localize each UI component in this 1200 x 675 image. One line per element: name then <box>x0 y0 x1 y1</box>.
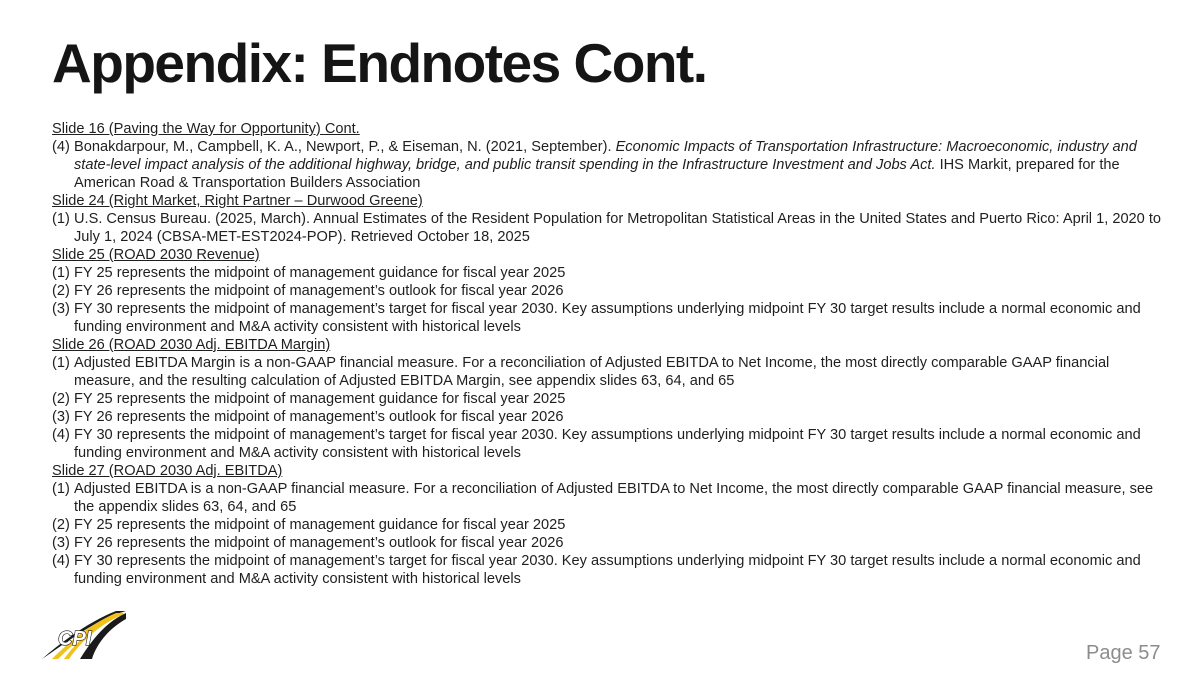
endnote-text-title: Economic Impacts of Transportation Infrastructure: Macroeconomic, industry and state-level impact analysis of the additional highway, bridge, and public transit spending in the Infrastructure Investment and Jobs Act. <box>74 139 1137 173</box>
section-header: Slide 27 (ROAD 2030 Adj. EBITDA) <box>52 463 283 479</box>
endnote-number: (3) <box>52 301 70 317</box>
endnote-text-main: Bonakdarpour, M., Campbell, K. A., Newport, P., & Eiseman, N. (2021, September). <box>74 139 616 155</box>
endnote-text <box>74 427 1141 461</box>
endnote-text <box>74 211 1161 245</box>
endnote-item <box>52 480 1162 516</box>
endnote-text-main: FY 26 represents the midpoint of management’s outlook for fiscal year 2026 <box>74 409 564 425</box>
page-title: Appendix: Endnotes Cont. <box>52 32 707 94</box>
endnote-number: (4) <box>52 427 70 443</box>
section-header: Slide 24 (Right Market, Right Partner – Durwood Greene) <box>52 193 423 209</box>
endnote-item <box>52 552 1162 588</box>
endnote-text <box>74 517 565 533</box>
endnote-text <box>74 481 1153 515</box>
endnote-item <box>52 516 1162 534</box>
endnote-item <box>52 426 1162 462</box>
endnote-number: (3) <box>52 535 70 551</box>
endnote-text-main: FY 26 represents the midpoint of management’s outlook for fiscal year 2026 <box>74 283 564 299</box>
endnote-number: (1) <box>52 355 70 371</box>
endnote-text <box>74 391 565 407</box>
endnote-text-main: U.S. Census Bureau. (2025, March). Annual Estimates of the Resident Population for Metropolitan Statistical Areas in the United States and Puerto Rico: April 1, 2020 to July 1, 2024 (CBSA-MET-EST2024-POP). Retrieved October 18, 2025 <box>74 211 1162 245</box>
endnote-item <box>52 390 1162 408</box>
endnote-text-main: FY 30 represents the midpoint of management’s target for fiscal year 2030. Key assumptions underlying midpoint FY 30 target results include a normal economic and funding environment and M&A activity consistent with historical levels <box>74 553 1141 587</box>
endnote-number: (3) <box>52 409 70 425</box>
endnote-number: (1) <box>52 481 70 497</box>
endnote-number: (1) <box>52 265 70 281</box>
page-number: Page 57 <box>1086 642 1161 664</box>
endnote-text <box>74 409 563 425</box>
cpi-logo <box>42 609 126 661</box>
endnote-item <box>52 408 1162 426</box>
endnote-text-suffix: IHS Markit, prepared for the American Road & Transportation Builders Association <box>74 157 1120 191</box>
cpi-road-logo-icon <box>42 609 126 661</box>
endnote-text-main: FY 30 represents the midpoint of management’s target for fiscal year 2030. Key assumptions underlying midpoint FY 30 target results include a normal economic and funding environment and M&A activity consistent with historical levels <box>74 301 1141 335</box>
endnote-item <box>52 210 1162 246</box>
endnote-text <box>74 283 563 299</box>
section-header: Slide 16 (Paving the Way for Opportunity) Cont. <box>52 121 360 137</box>
endnote-number: (4) <box>52 553 70 569</box>
endnote-text <box>74 553 1141 587</box>
endnote-number: (1) <box>52 211 70 227</box>
endnote-number: (4) <box>52 139 70 155</box>
section-header: Slide 26 (ROAD 2030 Adj. EBITDA Margin) <box>52 337 331 353</box>
endnote-text-main: FY 30 represents the midpoint of management’s target for fiscal year 2030. Key assumptions underlying midpoint FY 30 target results include a normal economic and funding environment and M&A activity consistent with historical levels <box>74 427 1141 461</box>
endnote-item <box>52 282 1162 300</box>
endnote-text-main: Adjusted EBITDA is a non-GAAP financial measure. For a reconciliation of Adjusted EBITDA to Net Income, the most directly comparable GAAP financial measure, see the appendix slides 63, 64, and 65 <box>74 481 1154 515</box>
endnote-text-main: FY 25 represents the midpoint of management guidance for fiscal year 2025 <box>74 265 566 281</box>
endnote-item <box>52 138 1162 192</box>
endnote-text <box>74 301 1141 335</box>
endnotes <box>52 120 1162 588</box>
endnote-number: (2) <box>52 517 70 533</box>
endnote-text-main: FY 25 represents the midpoint of management guidance for fiscal year 2025 <box>74 391 566 407</box>
endnote-number: (2) <box>52 283 70 299</box>
endnote-item <box>52 354 1162 390</box>
logo-text: CPI <box>58 628 92 650</box>
endnote-text <box>74 355 1109 389</box>
endnote-text-main: Adjusted EBITDA Margin is a non-GAAP financial measure. For a reconciliation of Adjusted EBITDA to Net Income, the most directly comparable GAAP financial measure, and the resulting calculation of Adjusted EBITDA Margin, see appendix slides 63, 64, and 65 <box>74 355 1110 389</box>
endnote-item <box>52 264 1162 282</box>
endnote-text <box>74 535 563 551</box>
endnote-item <box>52 534 1162 552</box>
endnote-text-main: FY 25 represents the midpoint of management guidance for fiscal year 2025 <box>74 517 566 533</box>
endnote-item <box>52 300 1162 336</box>
endnote-number: (2) <box>52 391 70 407</box>
endnote-text-main: FY 26 represents the midpoint of management’s outlook for fiscal year 2026 <box>74 535 564 551</box>
section-header: Slide 25 (ROAD 2030 Revenue) <box>52 247 260 263</box>
endnote-text <box>74 139 1137 191</box>
endnote-text <box>74 265 565 281</box>
